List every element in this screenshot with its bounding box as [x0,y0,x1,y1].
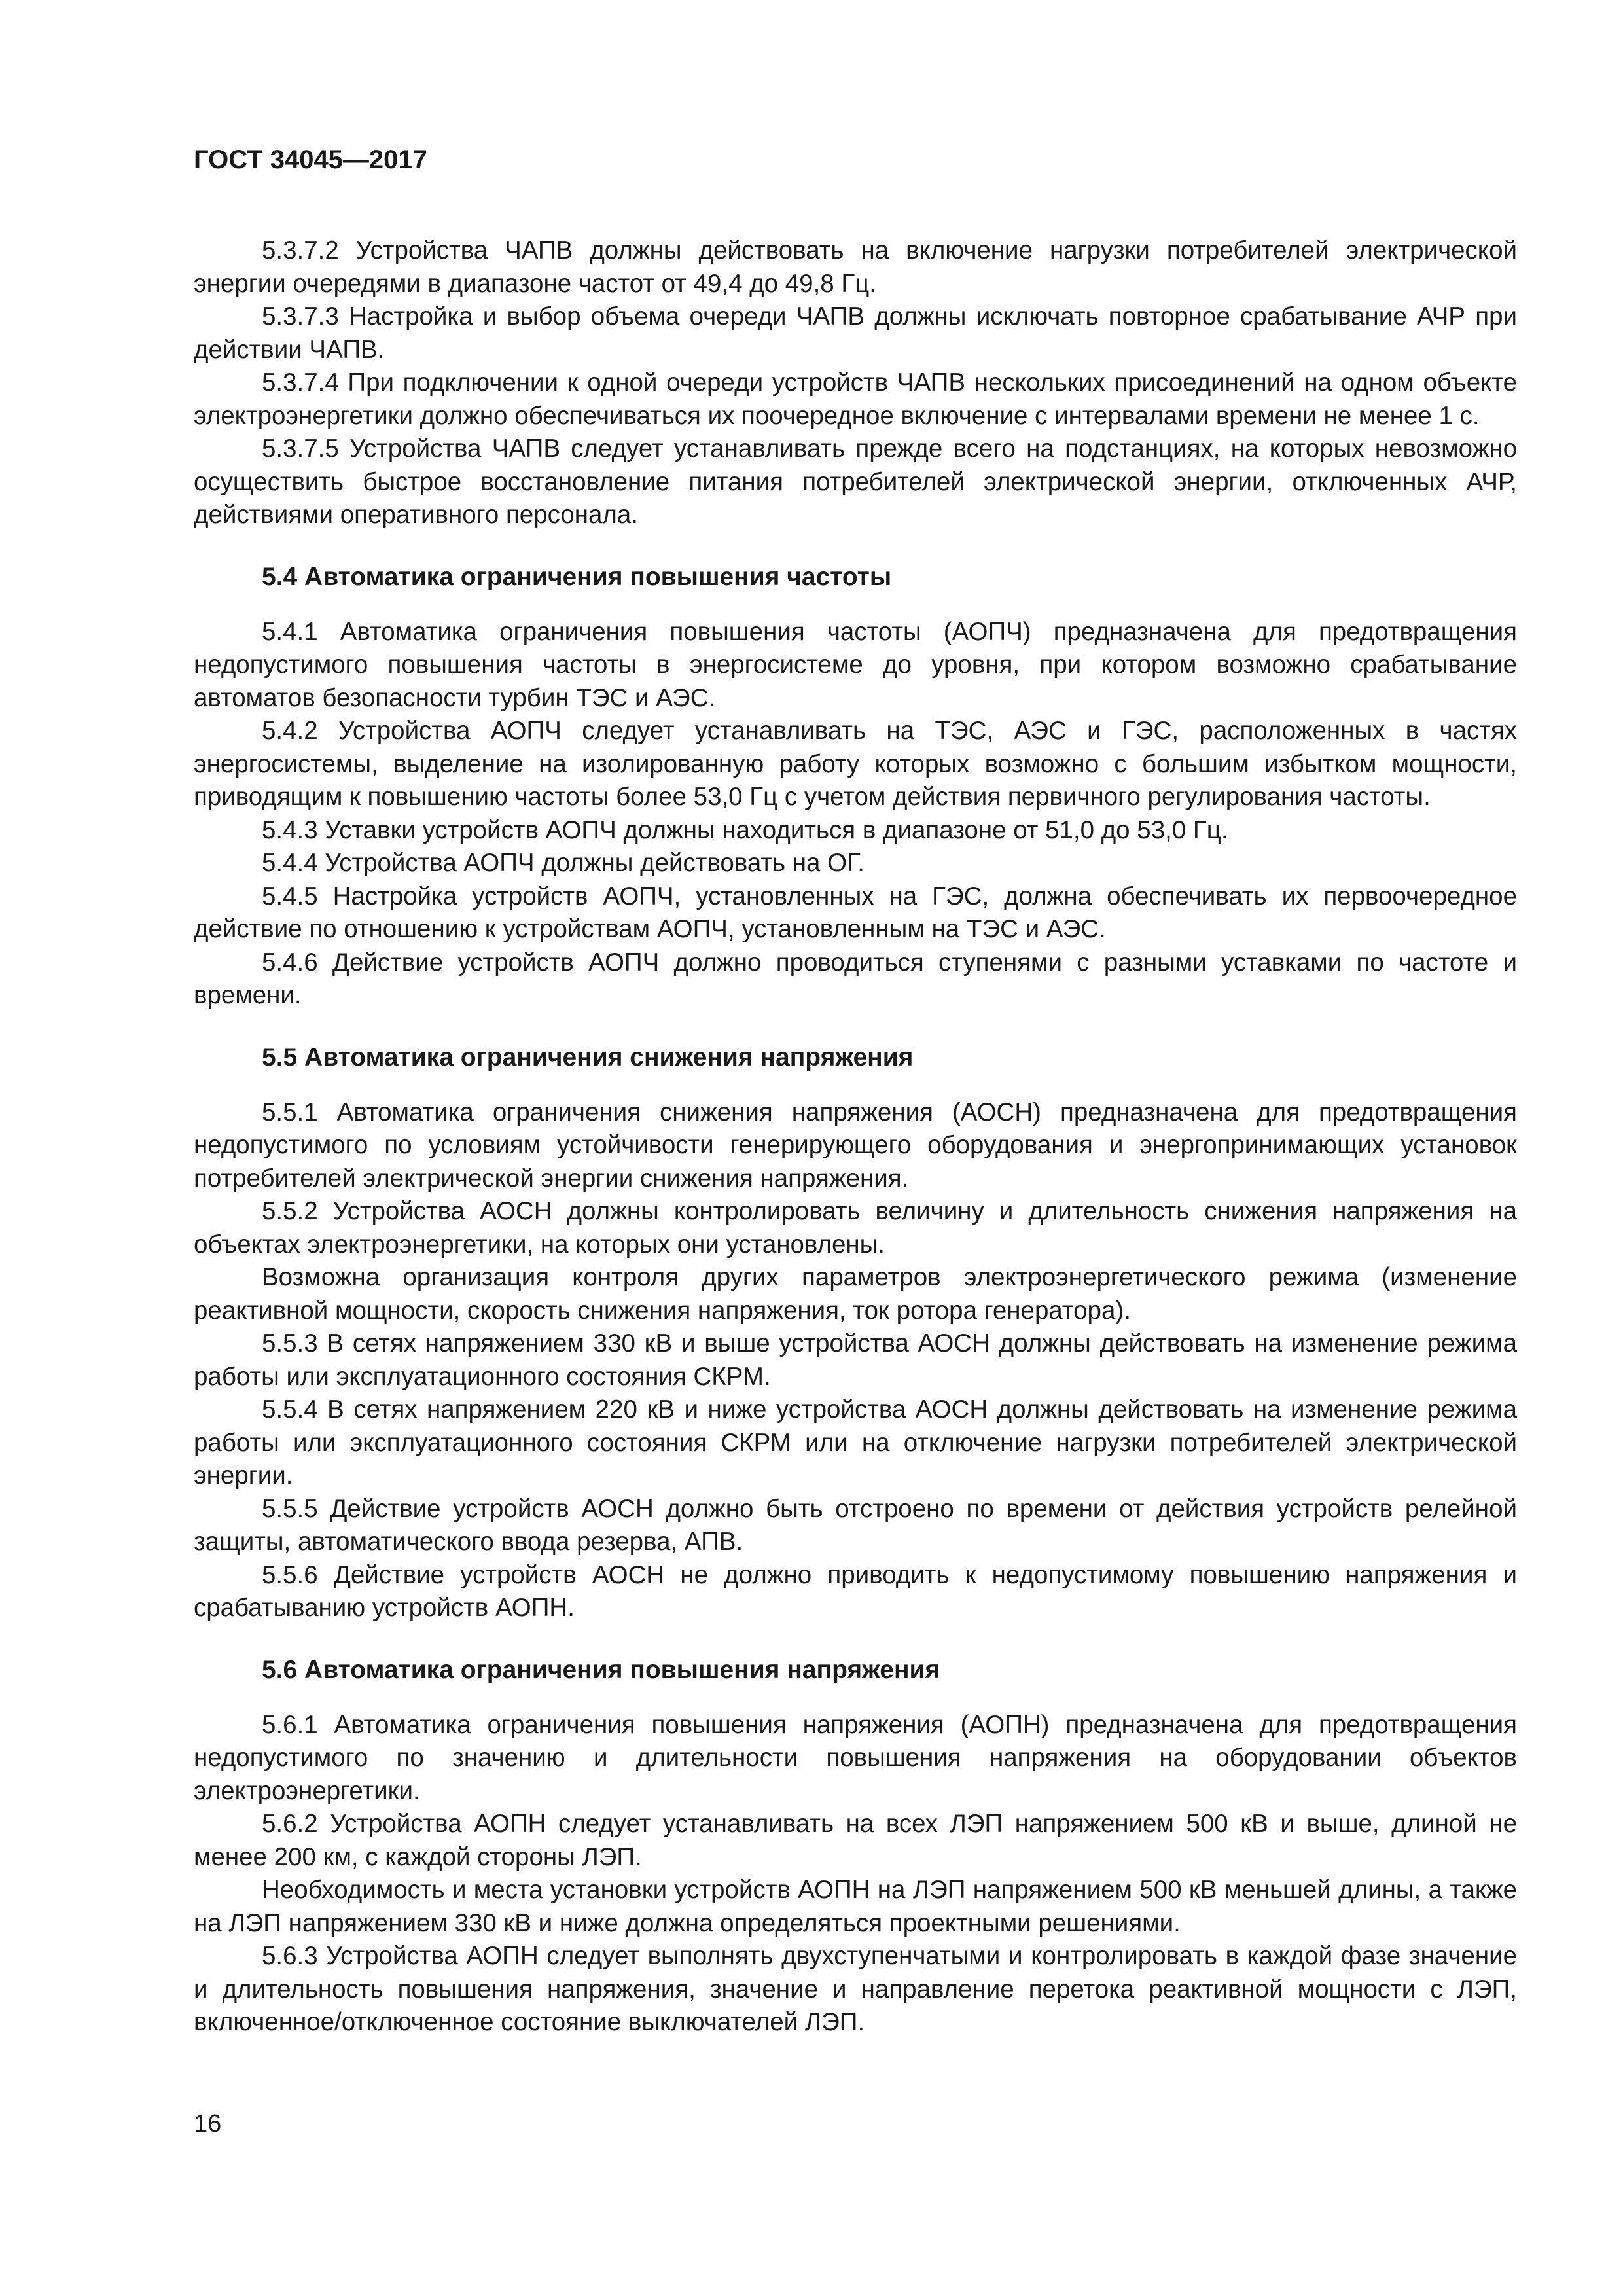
clause-5-5-1: 5.5.1 Автоматика ограничения снижения напряжения (АОСН) предназначена для предотвращения недопустимого по условиям устойчивости генерирующего оборудования и энергопринимающих установок потребителей электрической энергии снижения напряжения. [194,1098,1517,1193]
clause-5-6-3: 5.6.3 Устройства АОПН следует выполнять двухступенчатыми и контролировать в каждой фазе значение и длительность повышения напряжения, значение и направление перетока реактивной мощности с ЛЭП, включенное/отключенное состояние выключателей ЛЭП. [194,1942,1517,2036]
section-heading-5-4: 5.4 Автоматика ограничения повышения частоты [262,562,892,591]
clause-5-5-2-note: Возможна организация контроля других параметров электроэнергетического режима (изменение реактивной мощности, скорость снижения напряжения, ток ротора генератора). [194,1263,1517,1325]
document-page [194,144,1517,2039]
clause-5-5-4: 5.5.4 В сетях напряжением 220 кВ и ниже устройства АОСН должны действовать на изменение режима работы или эксплуатационного состояния СКРМ или на отключение нагрузки потребителей электрической энергии. [194,1395,1517,1490]
section-heading-5-5: 5.5 Автоматика ограничения снижения напряжения [262,1043,914,1071]
section-heading-5-6: 5.6 Автоматика ограничения повышения напряжения [262,1655,940,1684]
clause-5-4-2: 5.4.2 Устройства АОПЧ следует устанавливать на ТЭС, АЭС и ГЭС, расположенных в частях энергосистемы, выделение на изолированную работу которых возможно с большим избытком мощности, приводящим к повышению частоты более 53,0 Гц с учетом действия первичного регулирования частоты. [194,717,1517,811]
clause-5-4-5: 5.4.5 Настройка устройств АОПЧ, установленных на ГЭС, должна обеспечивать их первоочередное действие по отношению к устройствам АОПЧ, установленным на ТЭС и АЭС. [194,882,1517,943]
clause-5-5-5: 5.5.5 Действие устройств АОСН должно быть отстроено по времени от действия устройств релейной защиты, автоматического ввода резерва, АПВ. [194,1494,1517,1556]
clause-5-6-2-note: Необходимость и места установки устройств АОПН на ЛЭП напряжением 500 кВ меньшей длины, а также на ЛЭП напряжением 330 кВ и ниже должна определяться проектными решениями. [194,1876,1517,1937]
clause-5-6-1: 5.6.1 Автоматика ограничения повышения напряжения (АОПН) предназначена для предотвращения недопустимого по значению и длительности повышения напряжения на оборудовании объектов электроэнергетики. [194,1710,1517,1805]
clause-5-3-7-4: 5.3.7.4 При подключении к одной очереди устройств ЧАПВ нескольких присоединений на одном объекте электроэнергетики должно обеспечиваться их поочередное включение с интервалами времени не менее 1 с. [194,368,1517,430]
standard-code-header: ГОСТ 34045—2017 [194,145,427,174]
clause-5-6-2: 5.6.2 Устройства АОПН следует устанавливать на всех ЛЭП напряжением 500 кВ и выше, длиной не менее 200 км, с каждой стороны ЛЭП. [194,1810,1517,1871]
clause-5-3-7-5: 5.3.7.5 Устройства ЧАПВ следует устанавливать прежде всего на подстанциях, на которых невозможно осуществить быстрое восстановление питания потребителей электрической энергии, отключенных АЧР, действиями оперативного персонала. [194,435,1517,529]
clause-5-4-3: 5.4.3 Уставки устройств АОПЧ должны находиться в диапазоне от 51,0 до 53,0 Гц. [262,816,1228,844]
clause-5-5-3: 5.5.3 В сетях напряжением 330 кВ и выше устройства АОСН должны действовать на изменение режима работы или эксплуатационного состояния СКРМ. [194,1329,1517,1391]
clause-5-4-4: 5.4.4 Устройства АОПЧ должны действовать на ОГ. [262,849,865,877]
clause-5-5-6: 5.5.6 Действие устройств АОСН не должно приводить к недопустимому повышению напряжения и срабатыванию устройств АОПН. [194,1560,1517,1622]
clause-5-4-1: 5.4.1 Автоматика ограничения повышения частоты (АОПЧ) предназначена для предотвращения недопустимого повышения частоты в энергосистеме до уровня, при котором возможно срабатывание автоматов безопасности турбин ТЭС и АЭС. [194,617,1517,712]
clause-5-4-6: 5.4.6 Действие устройств АОПЧ должно проводиться ступенями с разными уставками по частоте и времени. [194,948,1517,1009]
clause-5-5-2: 5.5.2 Устройства АОСН должны контролировать величину и длительность снижения напряжения на объектах электроэнергетики, на которых они установлены. [194,1197,1517,1259]
clause-5-3-7-2: 5.3.7.2 Устройства ЧАПВ должны действовать на включение нагрузки потребителей электрической энергии очередями в диапазоне частот от 49,4 до 49,8 Гц. [194,236,1517,298]
page-number: 16 [194,2110,222,2138]
clause-5-3-7-3: 5.3.7.3 Настройка и выбор объема очереди ЧАПВ должны исключать повторное срабатывание АЧР при действии ЧАПВ. [194,302,1517,364]
